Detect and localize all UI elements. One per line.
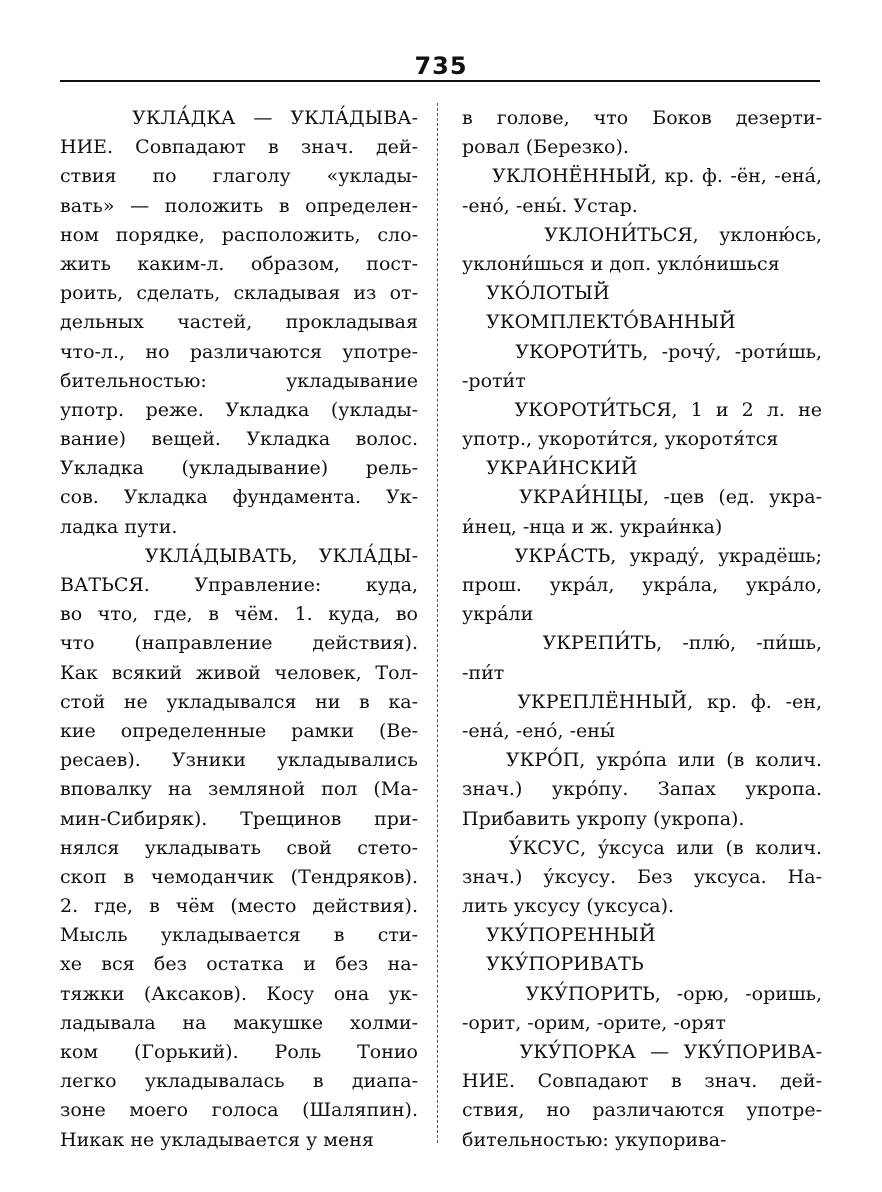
text-line: роить, сделать, складывая из от-: [60, 282, 418, 305]
text-line: вать» — положить в определен-: [60, 194, 418, 217]
text-line: знач.) укро́пу. Запах укропа.: [462, 778, 822, 801]
text-line: 2. где, в чём (место действия).: [60, 895, 418, 918]
text-line: прош. укра́л, укра́ла, укра́ло,: [462, 574, 822, 596]
text-line: НИЕ. Совпадают в знач. дей-: [60, 136, 418, 159]
header-rule: [60, 80, 820, 82]
text-line: ресаев). Узники укладывались: [60, 749, 418, 772]
text-line: ком (Горький). Роль Тонио: [60, 1041, 418, 1063]
text-line: легко укладывалась в диапа-: [60, 1070, 418, 1093]
text-line: уклони́шься и доп. укло́нишься: [462, 252, 780, 275]
text-line: -роти́т: [462, 369, 526, 392]
text-line: мин-Сибиряк). Трещинов при-: [60, 807, 418, 830]
text-line: УКОРОТИ́ТЬ, -рочу́, -роти́шь,: [462, 340, 822, 363]
text-line: нялся укладывать свой стето-: [60, 836, 418, 859]
text-line: Никак не укладывается у меня: [60, 1128, 374, 1151]
text-line: УКРО́П, укро́па или (в колич.: [462, 749, 822, 772]
text-line: во что, где, в чём. 1. куда, во: [60, 603, 418, 626]
text-line: скоп в чемоданчик (Тендряков).: [60, 865, 418, 888]
text-line: дельных частей, прокладывая: [60, 311, 418, 334]
text-line: УКУ́ПОРЕННЫЙ: [462, 924, 656, 947]
text-line: что (направление действия).: [60, 632, 418, 655]
text-line: УКРАИ́НСКИЙ: [462, 457, 638, 480]
text-line: стой не укладывался ни в ка-: [60, 690, 418, 713]
text-line: ладка пути.: [60, 515, 178, 538]
text-line: УКОРОТИ́ТЬСЯ, 1 и 2 л. не: [462, 398, 822, 421]
text-line: кие определенные рамки (Ве-: [60, 719, 418, 742]
text-line: жить каким-л. образом, пост-: [60, 252, 418, 275]
text-line: НИЕ. Совпадают в знач. дей-: [462, 1070, 822, 1093]
text-line: УКО́ЛОТЫЙ: [462, 282, 610, 305]
text-line: вание) вещей. Укладка волос.: [60, 428, 418, 451]
text-line: употр. реже. Укладка (уклады-: [60, 398, 418, 421]
text-line: УКУ́ПОРИТЬ, -орю, -оришь,: [462, 982, 822, 1005]
text-line: тяжки (Аксаков). Косу она ук-: [60, 982, 418, 1005]
text-line: УКРЕПИ́ТЬ, -плю́, -пи́шь,: [462, 632, 822, 655]
text-line: Мысль укладывается в сти-: [60, 924, 418, 947]
text-line: УКЛОНЁННЫЙ, кр. ф. -ён, -ена́,: [462, 165, 822, 188]
text-line: ровал (Березко).: [462, 136, 629, 159]
text-line: -пи́т: [462, 661, 505, 684]
text-line: лить уксусу (уксуса).: [462, 895, 675, 918]
right-column: [462, 104, 822, 1155]
text-line: УКРЕПЛЁННЫЙ, кр. ф. -ен,: [462, 690, 822, 713]
page-number: 735: [414, 52, 468, 80]
text-line: Как всякий живой человек, Тол-: [60, 661, 418, 684]
text-line: -ено́, -ены́. Устар.: [462, 194, 638, 217]
text-line: УКОМПЛЕКТО́ВАННЫЙ: [462, 311, 736, 334]
column-divider: [437, 103, 438, 1143]
text-line: У́КСУС, у́ксуса или (в колич.: [462, 836, 822, 859]
text-line: бительностью: укладывание: [60, 369, 418, 392]
text-line: Укладка (укладывание) рель-: [60, 457, 418, 480]
text-line: ном порядке, расположить, сло-: [60, 223, 418, 246]
text-line: -ена́, -ено́, -ены́: [462, 719, 616, 742]
text-line: УКРАИ́НЦЫ, -цев (ед. укра-: [462, 486, 822, 509]
text-line: в голове, что Боков дезерти-: [462, 107, 822, 129]
text-line: ствия по глаголу «уклады-: [60, 165, 418, 188]
left-column: [60, 104, 418, 1155]
text-line: ладывала на макушке холми-: [60, 1011, 418, 1034]
text-line: зоне моего голоса (Шаляпин).: [60, 1099, 418, 1122]
text-line: УКУ́ПОРКА — УКУ́ПОРИВА-: [462, 1041, 822, 1063]
text-line: Прибавить укропу (укропа).: [462, 807, 745, 830]
text-line: -орит, -орим, -орите, -орят: [462, 1011, 726, 1034]
text-line: УКУ́ПОРИВАТЬ: [462, 953, 644, 976]
text-line: употр., укороти́тся, укоротя́тся: [462, 428, 779, 451]
text-line: УКЛА́ДКА — УКЛА́ДЫВА-: [60, 107, 418, 129]
text-line: знач.) у́ксусу. Без уксуса. На-: [462, 865, 822, 888]
text-line: что-л., но различаются употре-: [60, 340, 418, 363]
text-line: УКРА́СТЬ, украду́, украдёшь;: [462, 544, 822, 567]
text-line: вповалку на земляной пол (Ма-: [60, 778, 418, 801]
text-line: УКЛА́ДЫВАТЬ, УКЛА́ДЫ-: [60, 544, 418, 567]
text-line: ВАТЬСЯ. Управление: куда,: [60, 574, 418, 596]
text-line: и́нец, -нца и ж. украи́нка): [462, 515, 723, 538]
text-line: хе вся без остатка и без на-: [60, 953, 418, 976]
text-line: УКЛОНИ́ТЬСЯ, уклоню́сь,: [462, 223, 822, 246]
text-line: укра́ли: [462, 603, 534, 626]
text-line: ствия, но различаются употре-: [462, 1099, 822, 1122]
text-line: сов. Укладка фундамента. Ук-: [60, 486, 418, 509]
text-line: бительностью: укупорива-: [462, 1128, 727, 1151]
